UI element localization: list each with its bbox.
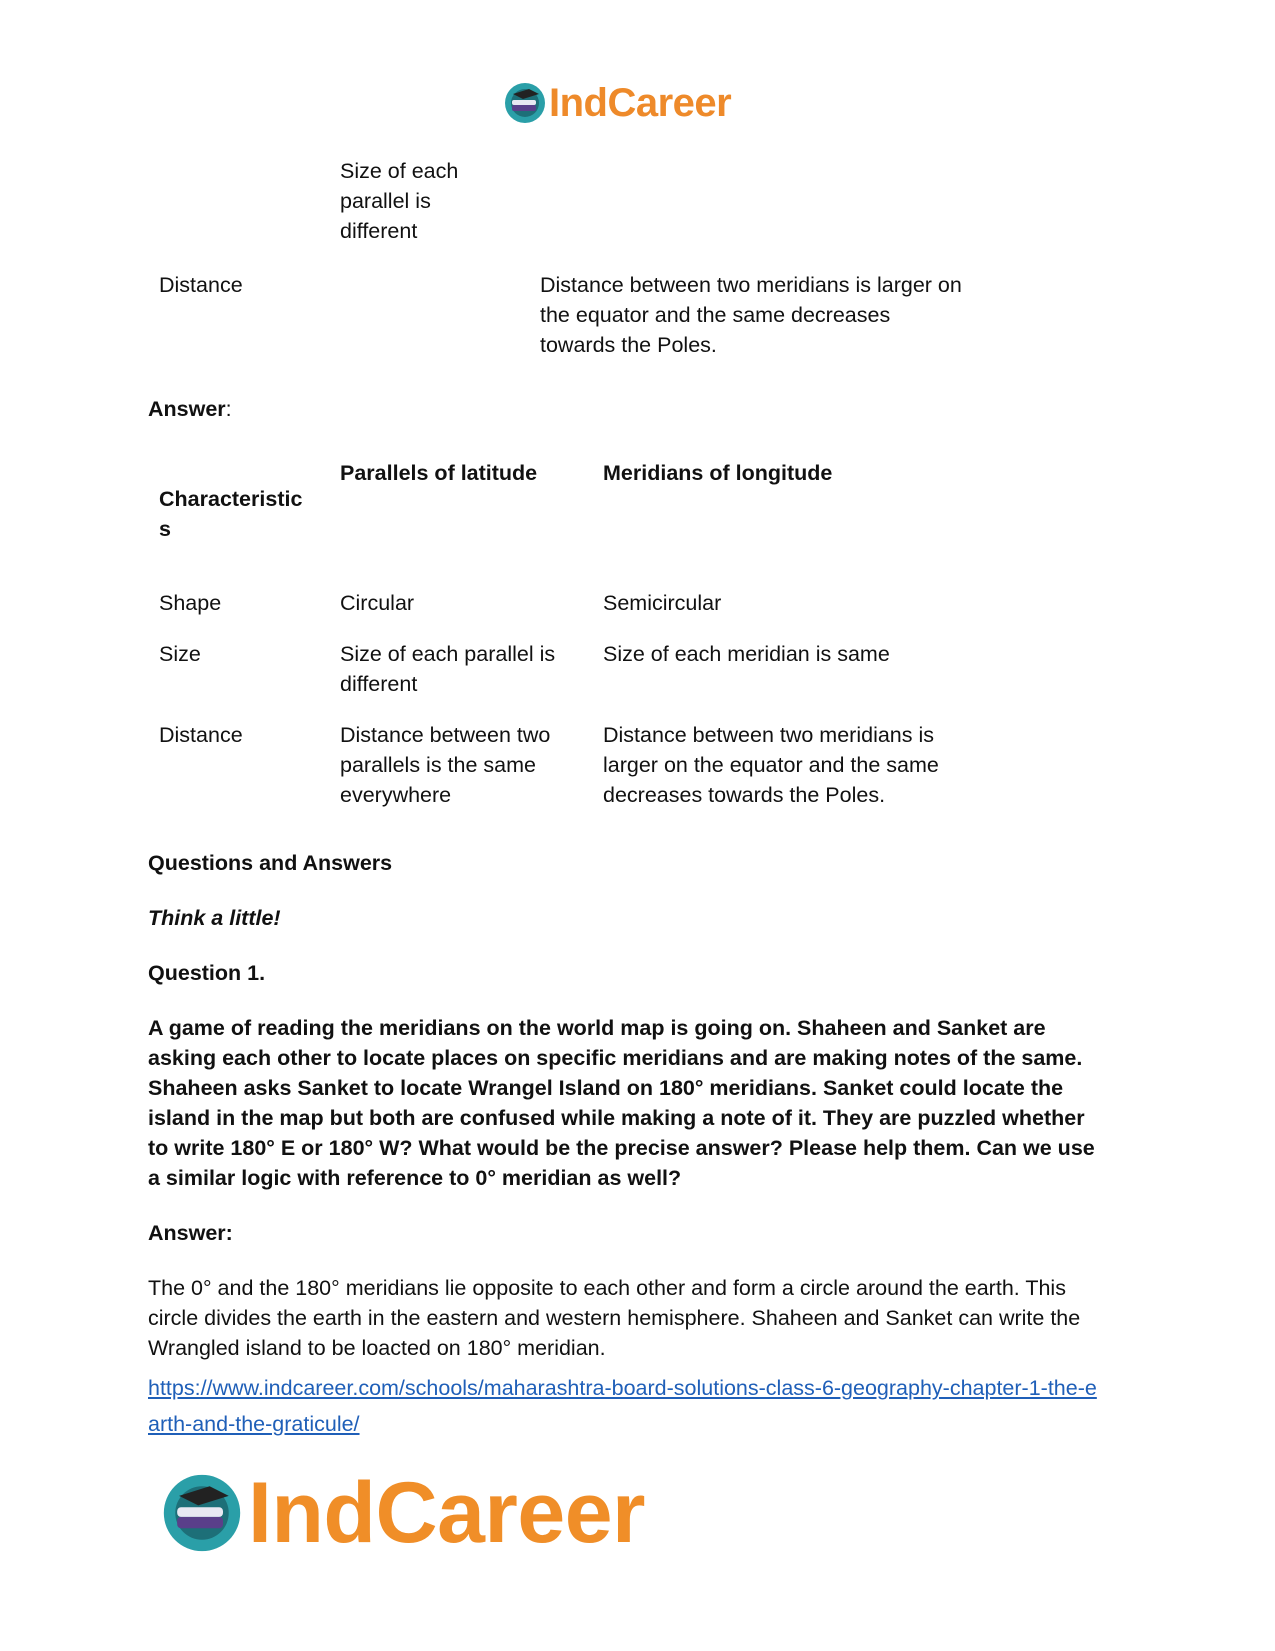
prev-table-size-cell: Size of each parallel is different	[340, 159, 459, 243]
table-header-meridians: Meridians of longitude	[603, 461, 833, 485]
indcareer-logo-text: IndCareer	[549, 81, 732, 125]
source-link[interactable]: https://www.indcareer.com/schools/maharashtra-board-solutions-class-6-geography-chapter-1-the-earth-and-the-graticule/	[148, 1376, 1097, 1436]
think-heading: Think a little!	[148, 906, 281, 930]
table-row-shape-char: Shape	[159, 591, 222, 615]
qa-heading: Questions and Answers	[148, 851, 393, 875]
indcareer-logo-bottom-icon	[160, 1471, 244, 1555]
table-row-distance-meridians: Distance between two meridians is larger on the equator and the same decreases towards the Poles.	[603, 723, 939, 807]
answer-text: The 0° and the 180° meridians lie opposite to each other and form a circle around the earth. This circle divides the earth in the eastern and western hemisphere. Shaheen and Sanket can write the Wrangled island to be loacted on 180° meridian.	[148, 1276, 1081, 1360]
source-link-container	[148, 1370, 1103, 1442]
question-text: A game of reading the meridians on the world map is going on. Shaheen and Sanket are asking each other to locate places on specific meridians and are making notes of the same. Shaheen asks Sanket to locate Wrangel Island on 180° meridians. Sanket could locate the island in the map but both are confused while making a note of it. They are puzzled whether to write 180° E or 180° W? What would be the precise answer? Please help them. Can we use a similar logic with reference to 0° meridian as well?	[148, 1016, 1095, 1190]
table-row-shape-parallels: Circular	[340, 591, 415, 615]
indcareer-logo-bottom	[160, 1465, 645, 1561]
indcareer-logo-top	[503, 80, 731, 126]
prev-table-distance-meridians: Distance between two meridians is larger on the equator and the same decreases towards the Poles.	[540, 273, 962, 357]
table-row-size-parallels: Size of each parallel is different	[340, 642, 556, 696]
table-row-shape-meridians: Semicircular	[603, 591, 722, 615]
prev-table-distance-label: Distance	[159, 273, 243, 297]
table-row-size-meridians: Size of each meridian is same	[603, 642, 890, 666]
indcareer-logo-icon	[503, 81, 547, 125]
table-header-parallels: Parallels of latitude	[340, 461, 538, 485]
table-row-distance-char: Distance	[159, 723, 243, 747]
question-label: Question 1.	[148, 961, 266, 985]
indcareer-logo-bottom-text: IndCareer	[248, 1465, 645, 1561]
table-header-characteristics: Characteristics	[159, 487, 303, 541]
answer-label-2: Answer:	[148, 1221, 233, 1245]
answer-label: Answer:	[148, 397, 232, 421]
table-row-distance-parallels: Distance between two parallels is the same everywhere	[340, 723, 551, 807]
table-row-size-char: Size	[159, 642, 201, 666]
